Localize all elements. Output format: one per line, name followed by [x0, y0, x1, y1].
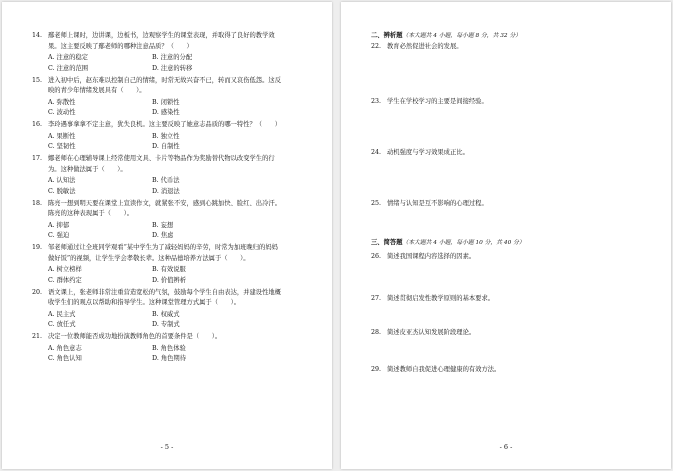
- question-text-line: 收学生们的观点以帮助和指导学生。这种课堂管理方式属于（ ）。: [48, 299, 241, 306]
- section-note: （本大题共 4 小题，每小题 8 分，共 32 分）: [402, 33, 522, 39]
- question-number: 20.: [32, 288, 43, 296]
- answer-option: D. 感染性: [152, 109, 180, 116]
- answer-option: A. 弥散性: [48, 98, 76, 106]
- exam-page-5: [2, 2, 332, 469]
- answer-option: D. 角色期待: [152, 355, 187, 362]
- answer-option: C. 脱敏法: [48, 187, 76, 195]
- question-text-line: 语文课上，张老师非常注重营造宽松的气氛，鼓励每个学生自由表达，并建设性地概: [48, 288, 281, 296]
- question-number: 16.: [32, 121, 43, 128]
- answer-option: A. 民主式: [48, 310, 76, 318]
- question-number: 28.: [371, 329, 382, 336]
- question-number: 29.: [371, 366, 382, 373]
- answer-option: C. 强迫: [48, 232, 70, 239]
- answer-option: C. 放任式: [48, 321, 76, 328]
- answer-option: A. 注意的稳定: [48, 54, 89, 61]
- question-text: 简述我国课程内容选择的因素。: [387, 253, 476, 260]
- answer-option: C. 坚韧性: [48, 143, 76, 150]
- answer-option: C. 波动性: [48, 109, 76, 116]
- question-text: 教育必然促进社会的发展。: [387, 43, 463, 50]
- answer-option: D. 焦虑: [152, 232, 174, 239]
- answer-option: B. 有效说服: [152, 266, 186, 273]
- question-text-line: 做好饭”的视频，让学生学会孝敬长辈。这种品德培养方法属于（ ）。: [48, 254, 250, 262]
- section-heading: [371, 239, 525, 247]
- answer-option: A. 抑郁: [48, 221, 70, 229]
- question-number: 17.: [32, 155, 43, 162]
- question-number: 23.: [371, 98, 382, 105]
- question-text: 简述贯彻启发性教学原则的基本要求。: [387, 295, 495, 302]
- question-number: 21.: [32, 333, 43, 340]
- section-title: 二、辨析题: [371, 32, 403, 39]
- question-text-line: 映的青少年情绪发展具有（ ）。: [48, 87, 146, 94]
- question-number: 19.: [32, 244, 43, 251]
- answer-option: D. 自制性: [152, 143, 180, 150]
- section-title: 三、简答题: [371, 239, 403, 246]
- question-number: 24.: [371, 149, 382, 156]
- question-text-line: 李玲遇事拿拿不定主意，犹失良机。这主要反映了她意志品质的哪一特性？（ ）: [48, 121, 281, 128]
- answer-option: D. 专制式: [152, 321, 180, 328]
- answer-option: B. 注意的分配: [152, 54, 193, 61]
- answer-option: A. 果断性: [48, 132, 76, 140]
- question-number: 18.: [32, 199, 43, 207]
- answer-option: C. 注意的范围: [48, 64, 89, 72]
- question-text: 简述皮亚杰认知发展阶段理论。: [387, 329, 476, 336]
- answer-option: A. 角色意志: [48, 344, 82, 352]
- question-number: 22.: [371, 43, 382, 50]
- answer-option: D. 注意的转移: [152, 64, 193, 72]
- answer-option: C. 群体约定: [48, 276, 82, 284]
- answer-option: A. 认知法: [48, 177, 76, 184]
- exam-page-6: [341, 2, 671, 469]
- question-number: 14.: [32, 32, 43, 39]
- question-text-line: 鄢老师上课时，边讲课，边板书，边观察学生的课堂表现，并取得了良好的教学效: [48, 32, 275, 39]
- question-text-line: 进入初中后，赵东难以控制自己的情绪，时常无故兴奋不已，转而又哀伤低怨。这反: [48, 76, 281, 84]
- question-text: 情绪与认知是互不影响的心理过程。: [387, 200, 488, 207]
- question-text-line: 为。这种做法属于（ ）。: [48, 165, 127, 173]
- question-text-line: 邹老师通过让全班同学观看“某中学生为了减轻妈妈的辛劳，时常为加班晚归的妈妈: [48, 244, 278, 251]
- answer-option: D. 价值辨析: [152, 276, 187, 284]
- answer-option: C. 角色认知: [48, 355, 82, 362]
- section-heading: [371, 32, 521, 40]
- question-number: 15.: [32, 76, 43, 84]
- question-number: 27.: [371, 295, 382, 302]
- answer-option: B. 角色体验: [152, 344, 186, 352]
- question-text: 动机强度与学习效果成正比。: [387, 149, 469, 156]
- page-number: - 6 -: [499, 443, 513, 451]
- answer-option: B. 代币法: [152, 177, 180, 184]
- answer-option: A. 树立榜样: [48, 266, 82, 273]
- question-text-line: 陈亮一想到明天要在课堂上宣读作文，就紧张不安，感到心跳加快、脸红、出冷汗。: [48, 199, 281, 207]
- question-text: 学生在学校学习的主要是间接经验。: [387, 98, 488, 105]
- section-note: （本大题共 4 小题，每小题 10 分，共 40 分）: [402, 240, 525, 246]
- question-number: 26.: [371, 253, 382, 260]
- question-number: 25.: [371, 200, 382, 207]
- answer-option: B. 闭锁性: [152, 98, 180, 106]
- answer-option: B. 妄想: [152, 221, 174, 229]
- answer-option: B. 独立性: [152, 132, 180, 140]
- question-text-line: 果。这主要反映了鄢老师的哪种注意品质？（ ）: [48, 42, 193, 50]
- page-number: - 5 -: [160, 443, 174, 451]
- question-text-line: 娜老师在心理辅导课上经常使用文具、卡片等物品作为奖励替代物以改变学生的行: [48, 155, 275, 162]
- answer-option: D. 消退法: [152, 187, 180, 195]
- answer-option: B. 权威式: [152, 310, 180, 318]
- question-text: 简述教师自我促进心理健康的有效方法。: [387, 366, 501, 373]
- question-text-line: 决定一位教师能否成功地扮演教师角色的首要条件是（ ）。: [48, 333, 222, 340]
- question-text-line: 陈亮的这种表现属于（ ）。: [48, 210, 134, 217]
